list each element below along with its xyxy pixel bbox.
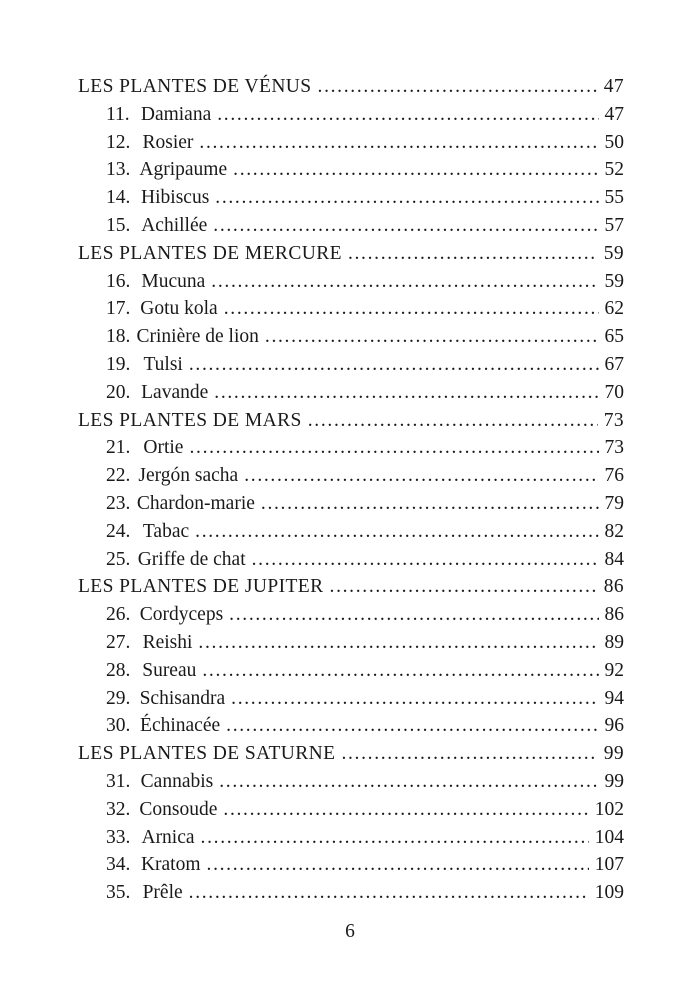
table-of-contents bbox=[78, 73, 624, 907]
entry-number: 30. bbox=[106, 715, 131, 737]
dot-leader bbox=[308, 407, 598, 435]
toc-section-mercure[interactable] bbox=[78, 240, 624, 268]
dot-leader bbox=[219, 768, 598, 796]
entry-number: 14. bbox=[106, 187, 131, 209]
entry-number: 13. bbox=[106, 159, 131, 181]
entry-number: 21. bbox=[106, 437, 131, 459]
entry-title: Schisandra bbox=[139, 687, 226, 709]
dot-leader bbox=[207, 851, 589, 879]
entry-title: Reishi bbox=[142, 631, 193, 653]
entry-page-number: 59 bbox=[604, 270, 624, 292]
toc-entry[interactable] bbox=[78, 434, 624, 462]
toc-entry[interactable] bbox=[78, 851, 624, 879]
toc-entry[interactable] bbox=[78, 601, 624, 629]
entry-number: 25. bbox=[106, 548, 131, 570]
entry-number: 20. bbox=[106, 381, 131, 403]
dot-leader bbox=[233, 156, 598, 184]
toc-entry[interactable] bbox=[78, 546, 624, 574]
dot-leader bbox=[213, 212, 598, 240]
toc-section-venus[interactable] bbox=[78, 73, 624, 101]
entry-title: Lavande bbox=[141, 381, 209, 403]
toc-section-mars[interactable] bbox=[78, 407, 624, 435]
entry-page-number: 62 bbox=[604, 298, 624, 320]
entry-page-number: 73 bbox=[604, 437, 624, 459]
entry-title: Hibiscus bbox=[141, 187, 210, 209]
section-title: LES PLANTES DE MERCURE bbox=[78, 242, 342, 264]
section-page-number: 99 bbox=[603, 743, 624, 765]
entry-number: 33. bbox=[106, 826, 131, 848]
entry-number: 32. bbox=[106, 798, 131, 820]
entry-page-number: 57 bbox=[604, 214, 624, 236]
dot-leader bbox=[223, 796, 588, 824]
toc-entry[interactable] bbox=[78, 156, 624, 184]
entry-page-number: 79 bbox=[604, 492, 624, 514]
dot-leader bbox=[252, 546, 599, 574]
section-page-number: 86 bbox=[603, 576, 624, 598]
dot-leader bbox=[244, 462, 598, 490]
entry-page-number: 52 bbox=[604, 159, 624, 181]
entry-title: Griffe de chat bbox=[137, 548, 246, 570]
entry-title: Agripaume bbox=[139, 159, 228, 181]
entry-title: Prêle bbox=[142, 882, 183, 904]
entry-title: Jergón sacha bbox=[138, 465, 239, 487]
dot-leader bbox=[189, 879, 589, 907]
section-page-number: 47 bbox=[603, 76, 624, 97]
entry-title: Mucuna bbox=[141, 270, 206, 292]
toc-entry[interactable] bbox=[78, 629, 624, 657]
toc-entry[interactable] bbox=[78, 212, 624, 240]
dot-leader bbox=[231, 685, 598, 713]
entry-number: 15. bbox=[106, 214, 131, 236]
toc-entry[interactable] bbox=[78, 685, 624, 713]
section-page-number: 73 bbox=[603, 409, 624, 431]
entry-page-number: 47 bbox=[604, 103, 624, 125]
entry-number: 16. bbox=[106, 270, 131, 292]
toc-entry[interactable] bbox=[78, 351, 624, 379]
entry-number: 35. bbox=[106, 882, 131, 904]
dot-leader bbox=[215, 184, 598, 212]
entry-page-number: 107 bbox=[594, 854, 624, 876]
entry-page-number: 102 bbox=[594, 798, 624, 820]
dot-leader bbox=[189, 351, 599, 379]
toc-entry[interactable] bbox=[78, 323, 624, 351]
entry-page-number: 70 bbox=[604, 381, 624, 403]
entry-number: 12. bbox=[106, 131, 131, 153]
entry-title: Achillée bbox=[141, 214, 208, 236]
toc-entry[interactable] bbox=[78, 518, 624, 546]
entry-title: Chardon-marie bbox=[136, 492, 255, 514]
dot-leader bbox=[201, 824, 589, 852]
dot-leader bbox=[189, 434, 598, 462]
toc-entry[interactable] bbox=[78, 184, 624, 212]
entry-number: 23. bbox=[106, 492, 131, 514]
dot-leader bbox=[202, 657, 598, 685]
entry-page-number: 109 bbox=[594, 882, 624, 904]
entry-number: 27. bbox=[106, 631, 131, 653]
entry-number: 28. bbox=[106, 659, 131, 681]
toc-entry[interactable] bbox=[78, 657, 624, 685]
dot-leader bbox=[214, 379, 598, 407]
dot-leader bbox=[224, 295, 599, 323]
toc-entry[interactable] bbox=[78, 824, 624, 852]
entry-page-number: 82 bbox=[604, 520, 624, 542]
entry-page-number: 55 bbox=[604, 187, 624, 209]
entry-number: 26. bbox=[106, 604, 131, 626]
entry-page-number: 96 bbox=[604, 715, 624, 737]
section-title: LES PLANTES DE MARS bbox=[78, 409, 302, 431]
toc-entry[interactable] bbox=[78, 295, 624, 323]
entry-title: Ortie bbox=[143, 437, 184, 459]
entry-number: 22. bbox=[106, 465, 131, 487]
toc-entry[interactable] bbox=[78, 462, 624, 490]
entry-title: Consoude bbox=[139, 798, 218, 820]
toc-entry[interactable] bbox=[78, 268, 624, 296]
toc-section-jupiter[interactable] bbox=[78, 573, 624, 601]
entry-number: 34. bbox=[106, 854, 131, 876]
entry-title: Tabac bbox=[142, 520, 190, 542]
entry-page-number: 86 bbox=[604, 604, 624, 626]
toc-entry[interactable] bbox=[78, 712, 624, 740]
entry-title: Échinacée bbox=[140, 715, 221, 737]
toc-entry[interactable] bbox=[78, 101, 624, 129]
section-title: LES PLANTES DE JUPITER bbox=[78, 576, 324, 598]
entry-page-number: 67 bbox=[604, 353, 624, 375]
entry-number: 31. bbox=[106, 770, 131, 792]
entry-page-number: 65 bbox=[604, 326, 624, 348]
entry-number: 29. bbox=[106, 687, 131, 709]
entry-page-number: 104 bbox=[594, 826, 624, 848]
dot-leader bbox=[330, 573, 598, 601]
dot-leader bbox=[226, 712, 598, 740]
entry-page-number: 94 bbox=[604, 687, 624, 709]
toc-entry[interactable] bbox=[78, 129, 624, 157]
dot-leader bbox=[217, 101, 598, 129]
dot-leader bbox=[265, 323, 599, 351]
entry-page-number: 50 bbox=[604, 131, 624, 153]
entry-page-number: 92 bbox=[604, 659, 624, 681]
dot-leader bbox=[199, 129, 598, 157]
dot-leader bbox=[229, 601, 598, 629]
entry-page-number: 76 bbox=[604, 465, 624, 487]
toc-entry[interactable] bbox=[78, 379, 624, 407]
section-page-number: 59 bbox=[603, 242, 624, 264]
entry-page-number: 89 bbox=[604, 631, 624, 653]
toc-entry[interactable] bbox=[78, 879, 624, 907]
dot-leader bbox=[341, 740, 597, 768]
toc-entry[interactable] bbox=[78, 768, 624, 796]
dot-leader bbox=[211, 268, 598, 296]
entry-title: Crinière de lion bbox=[136, 326, 259, 348]
dot-leader bbox=[348, 240, 598, 268]
entry-title: Damiana bbox=[140, 103, 212, 125]
entry-number: 24. bbox=[106, 520, 131, 542]
toc-section-saturne[interactable] bbox=[78, 740, 624, 768]
entry-number: 11. bbox=[106, 103, 130, 125]
entry-title: Sureau bbox=[142, 659, 197, 681]
entry-title: Kratom bbox=[140, 854, 201, 876]
toc-entry[interactable] bbox=[78, 796, 624, 824]
section-title: LES PLANTES DE VÉNUS bbox=[78, 76, 312, 97]
entry-title: Rosier bbox=[142, 131, 194, 153]
entry-number: 19. bbox=[106, 353, 131, 375]
dot-leader bbox=[318, 73, 598, 101]
toc-entry[interactable] bbox=[78, 490, 624, 518]
section-title: LES PLANTES DE SATURNE bbox=[78, 743, 336, 765]
entry-page-number: 84 bbox=[604, 548, 624, 570]
entry-title: Tulsi bbox=[143, 353, 183, 375]
dot-leader bbox=[198, 629, 598, 657]
dot-leader bbox=[195, 518, 598, 546]
entry-title: Cordyceps bbox=[139, 604, 224, 626]
entry-page-number: 99 bbox=[604, 770, 624, 792]
entry-number: 18. bbox=[106, 326, 131, 348]
page-folio-number: 6 bbox=[345, 921, 355, 942]
entry-number: 17. bbox=[106, 298, 131, 320]
entry-title: Arnica bbox=[141, 826, 195, 848]
entry-title: Gotu kola bbox=[140, 298, 218, 320]
dot-leader bbox=[261, 490, 599, 518]
entry-title: Cannabis bbox=[140, 770, 214, 792]
